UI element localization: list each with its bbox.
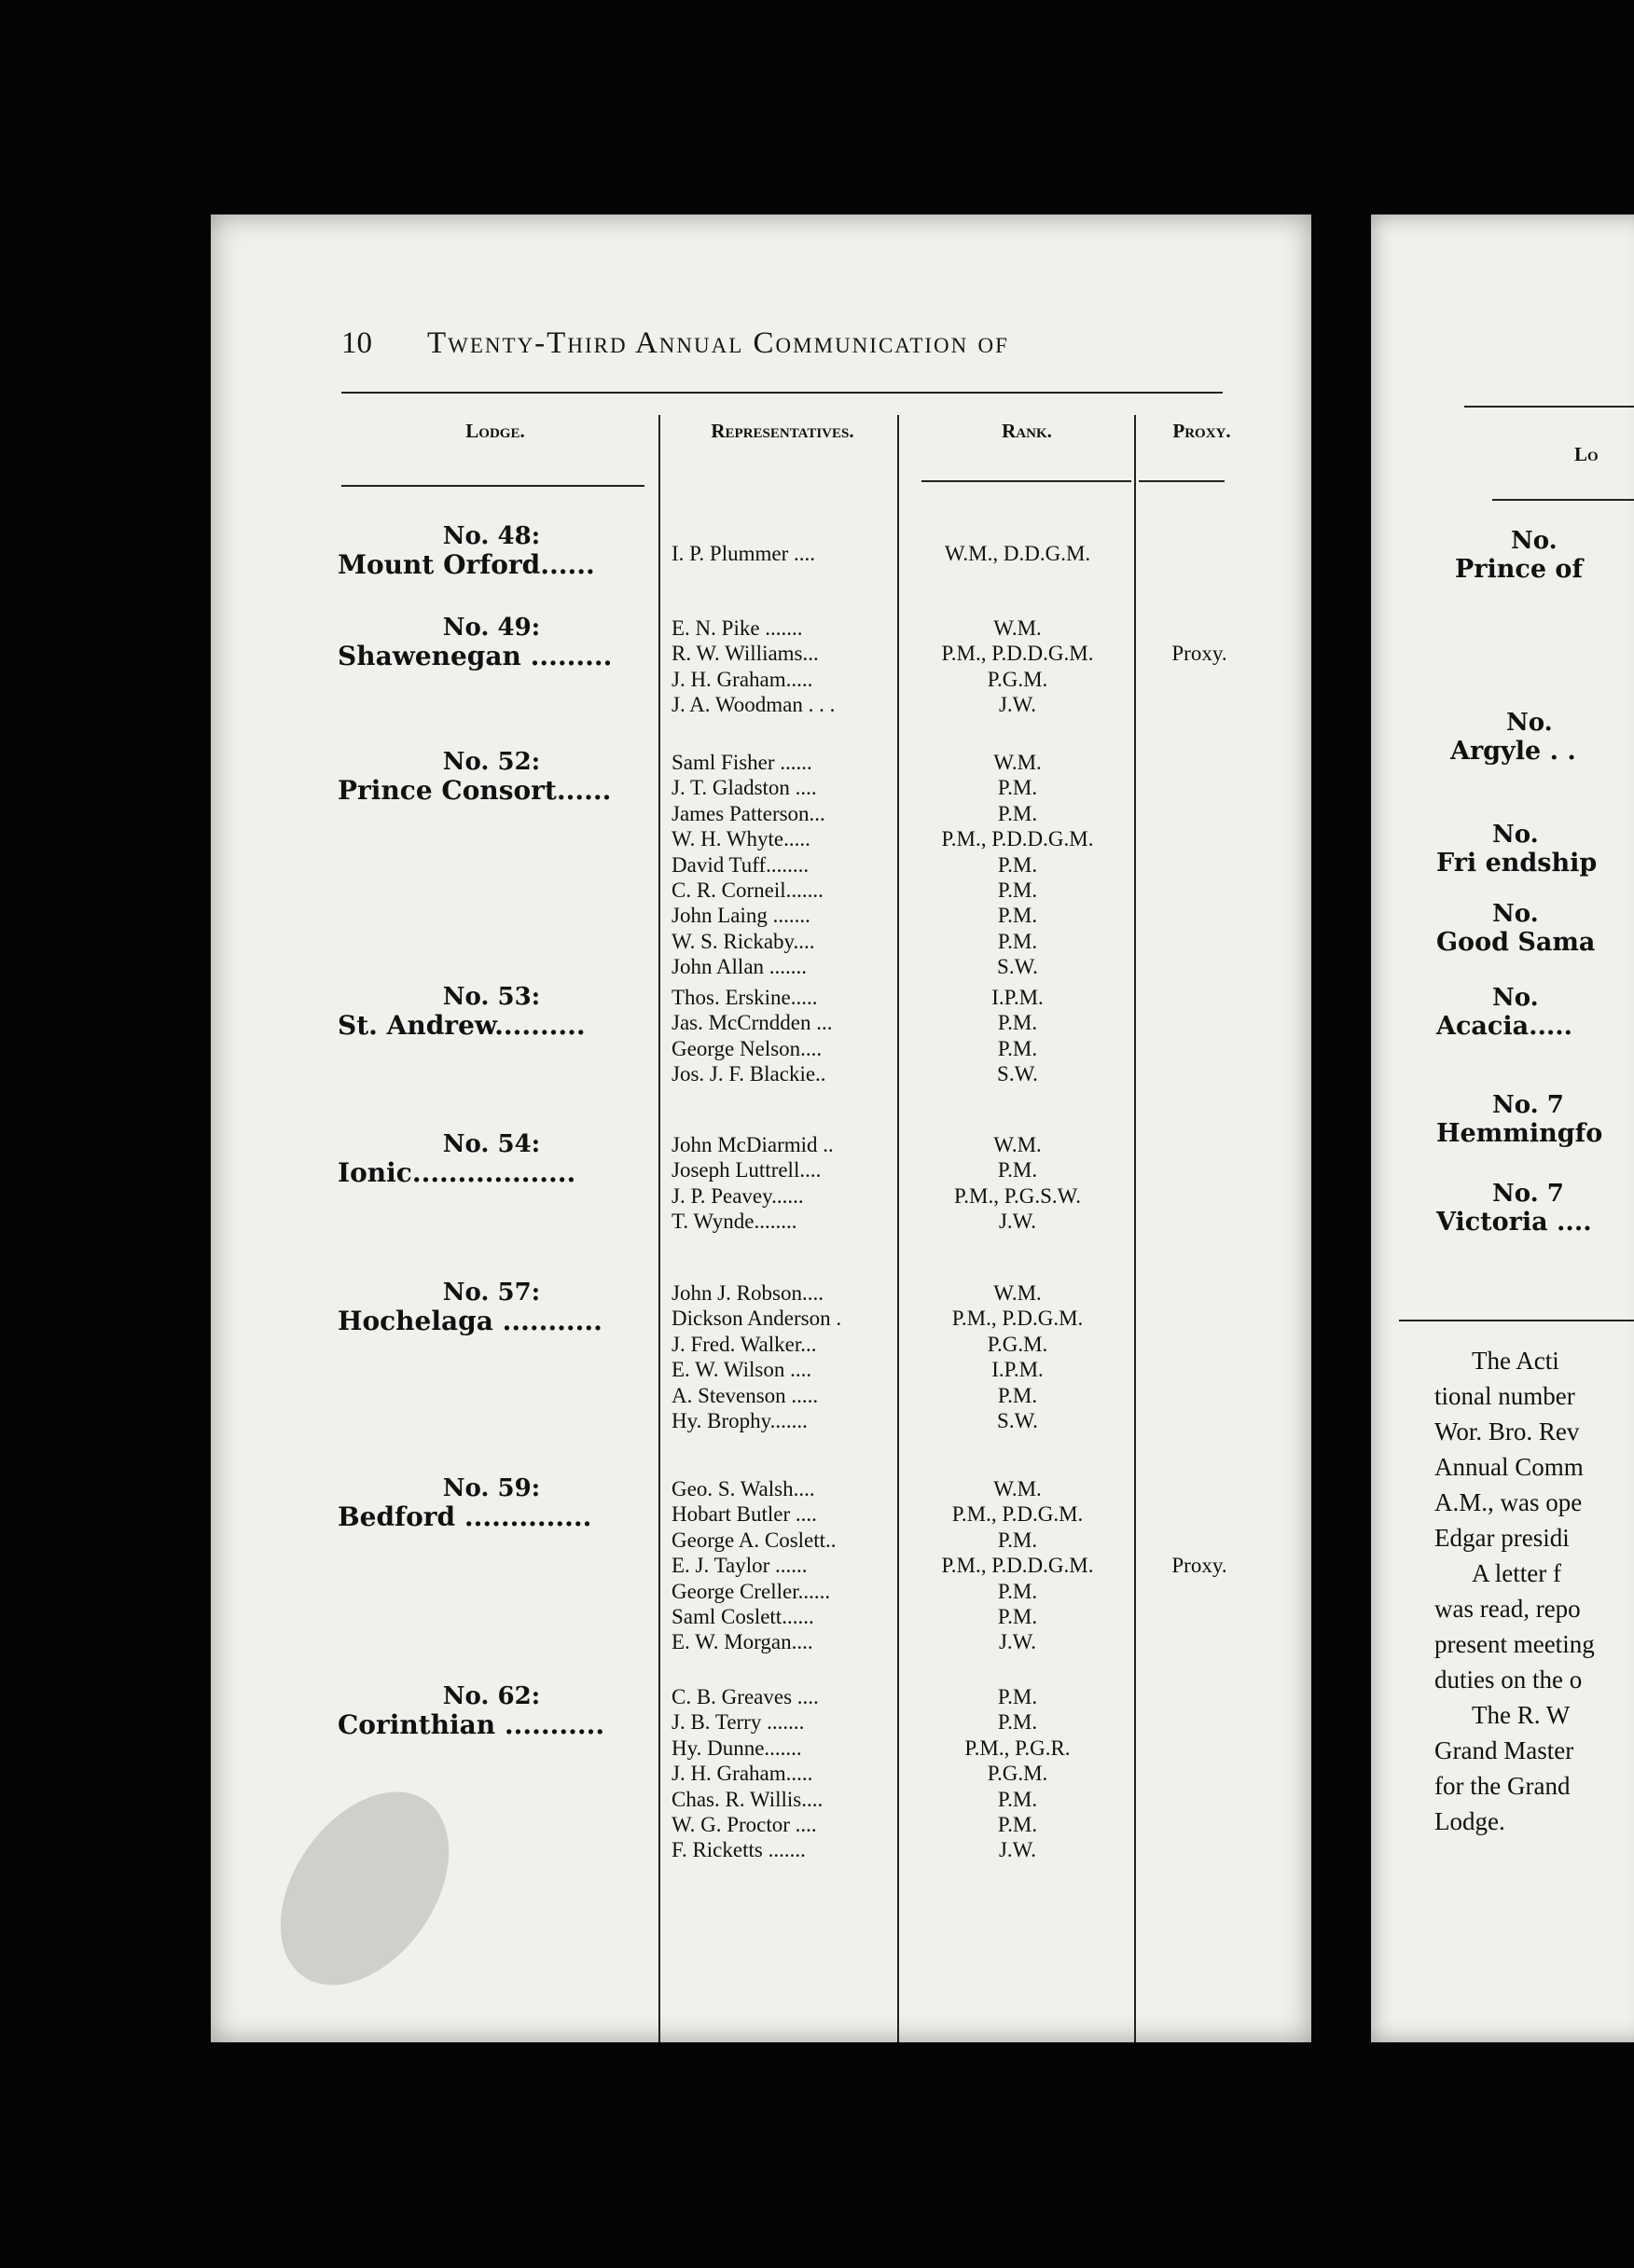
rank-value: P.M., P.D.G.M. <box>951 1307 1084 1331</box>
rank-value: P.M., P.D.D.G.M. <box>941 1554 1094 1578</box>
column-divider <box>658 415 660 2042</box>
rank-value: P.M. <box>997 1813 1038 1836</box>
lodge-name: St. Andrew.......... <box>338 1011 586 1041</box>
lodge-entry <box>338 614 645 671</box>
page-heading: Twenty-Third Annual Communication of <box>427 326 1009 360</box>
right-header-underline <box>1492 499 1634 501</box>
lodge-entry <box>338 1682 645 1740</box>
lodge-number: No. 53: <box>442 983 541 1011</box>
lodge-entry <box>338 522 645 580</box>
ink-smudge <box>246 1761 484 2016</box>
representative-name: Chas. R. Willis.... <box>672 1787 824 1811</box>
right-text-line: Lodge. <box>1434 1807 1505 1835</box>
representative-name: W. S. Rickaby.... <box>672 929 815 953</box>
right-text-line: for the Grand <box>1434 1772 1571 1800</box>
rank-value: J.W. <box>998 1210 1037 1234</box>
lodge-entry <box>338 1130 645 1188</box>
representative-name: I. P. Plummer .... <box>672 542 815 565</box>
right-text-line: present meeting <box>1434 1630 1595 1658</box>
representative-name: C. B. Greaves .... <box>672 1685 819 1708</box>
rank-value: P.M., P.G.R. <box>964 1736 1071 1760</box>
representative-name: J. B. Terry ....... <box>672 1710 805 1735</box>
rank-value: W.M. <box>993 1133 1042 1156</box>
representative-name: Joseph Luttrell.... <box>672 1158 822 1182</box>
lodge-name: Mount Orford...... <box>338 550 595 580</box>
rank-value: P.M., P.D.G.M. <box>951 1502 1084 1527</box>
right-text-line: was read, repo <box>1434 1595 1581 1623</box>
lodge-number: No. 54: <box>442 1130 541 1158</box>
rank-value: P.M., P.D.D.G.M. <box>941 642 1094 666</box>
lodge-number: No. 49: <box>442 614 541 642</box>
representative-name: E. N. Pike ....... <box>672 616 803 640</box>
representative-name: W. H. Whyte..... <box>672 827 810 851</box>
rank-value: P.M. <box>997 776 1038 800</box>
lodge-number: No. 62: <box>442 1682 541 1710</box>
representative-name: David Tuff........ <box>672 852 810 877</box>
rank-value: S.W. <box>997 1062 1038 1086</box>
right-lodge-number: No. <box>1492 984 1539 1012</box>
representative-name: R. W. Williams... <box>672 642 819 666</box>
lodge-number: No. 57: <box>442 1279 541 1307</box>
rank-value: S.W. <box>997 955 1038 979</box>
representative-name: James Patterson... <box>672 801 825 825</box>
rank-value: P.M. <box>997 1605 1038 1628</box>
rank-value: W.M., D.D.G.M. <box>944 542 1091 565</box>
right-text-line: Wor. Bro. Rev <box>1434 1418 1580 1445</box>
representative-name: Thos. Erskine..... <box>672 986 818 1009</box>
proxy-marker: Proxy. <box>1171 642 1227 666</box>
rank-value: W.M. <box>993 751 1042 774</box>
right-section-rule <box>1399 1320 1634 1321</box>
rank-value: P.M. <box>997 852 1038 877</box>
right-lodge-entry <box>1436 1091 1602 1149</box>
right-lodge-number: No. 7 <box>1492 1091 1564 1119</box>
lodge-name: Bedford .............. <box>338 1502 592 1532</box>
rank-value: W.M. <box>993 616 1042 640</box>
representative-name: C. R. Corneil....... <box>672 878 824 902</box>
right-lodge-number: No. <box>1492 821 1539 849</box>
lodge-number: No. 48: <box>442 522 541 550</box>
right-lodge-name: Acacia..... <box>1436 1012 1573 1041</box>
right-text-line: Grand Master <box>1434 1736 1574 1764</box>
page-number: 10 <box>341 326 372 360</box>
representative-name: Jos. J. F. Blackie.. <box>672 1062 826 1086</box>
lodge-name: Ionic.................. <box>338 1158 576 1188</box>
right-lodge-number: No. <box>1492 900 1539 928</box>
rank-value: P.M. <box>997 1710 1038 1735</box>
right-lodge-name: Fri endship <box>1436 849 1598 878</box>
left-page <box>211 214 1311 2042</box>
rank-value: P.M. <box>997 904 1038 928</box>
rank-value: P.M. <box>997 1011 1038 1035</box>
representative-name: John J. Robson.... <box>672 1281 824 1305</box>
lodge-entry <box>338 1279 645 1336</box>
rank-value: J.W. <box>998 1630 1037 1654</box>
right-lodge-entry <box>1436 900 1595 958</box>
representative-name: A. Stevenson ..... <box>672 1383 819 1407</box>
rank-value: W.M. <box>993 1281 1042 1305</box>
representative-name: Hy. Brophy....... <box>672 1409 808 1432</box>
right-lodge-entry <box>1436 821 1597 878</box>
rank-value: J.W. <box>998 1838 1037 1862</box>
right-lodge-name: Prince of <box>1455 555 1584 584</box>
representative-name: J. A. Woodman . . . <box>672 693 836 717</box>
lodge-entry <box>338 1474 645 1532</box>
representative-name: George Nelson.... <box>672 1036 823 1060</box>
representative-name: Dickson Anderson . <box>672 1307 842 1331</box>
lodge-entry <box>338 748 645 806</box>
lodge-name: Corinthian ........... <box>338 1710 605 1740</box>
column-header-rank: Rank. <box>1002 420 1052 442</box>
lodge-name: Shawenegan ......... <box>338 642 613 671</box>
representative-name: John McDiarmid .. <box>672 1133 834 1156</box>
rank-value: P.M. <box>997 1158 1038 1182</box>
rank-value: P.M. <box>997 1579 1038 1603</box>
right-lodge-number: No. <box>1506 709 1553 737</box>
right-header-rule <box>1464 406 1634 408</box>
lodge-header-underline <box>341 485 644 487</box>
right-column-header-lodge: Lo <box>1574 443 1599 465</box>
right-text-line: tional number <box>1434 1382 1575 1410</box>
representative-name: Hobart Butler .... <box>672 1502 817 1527</box>
representative-name: J. H. Graham..... <box>672 1762 813 1786</box>
right-text-line: A letter f <box>1472 1559 1561 1587</box>
rank-value: P.M. <box>997 1383 1038 1407</box>
rank-value: J.W. <box>998 693 1037 717</box>
right-lodge-name: Good Sama <box>1436 928 1596 957</box>
rank-value: P.M. <box>997 1036 1038 1060</box>
representative-name: T. Wynde........ <box>672 1210 797 1234</box>
rank-value: P.M., P.D.D.G.M. <box>941 827 1094 851</box>
rank-value: P.M. <box>997 878 1038 902</box>
representative-name: E. W. Morgan.... <box>672 1630 813 1654</box>
rank-value: W.M. <box>993 1477 1042 1500</box>
right-page <box>1371 214 1634 2042</box>
right-lodge-name: Victoria .... <box>1436 1208 1592 1237</box>
lodge-number: No. 59: <box>442 1474 541 1502</box>
rank-value: I.P.M. <box>991 986 1044 1009</box>
representative-name: E. W. Wilson .... <box>672 1358 812 1382</box>
column-header-representatives: Representatives. <box>711 420 854 442</box>
right-lodge-number: No. <box>1511 527 1558 555</box>
right-lodge-name: Hemmingfo <box>1436 1119 1603 1148</box>
right-text-line: The R. W <box>1472 1701 1571 1729</box>
representative-name: Jas. McCrndden ... <box>672 1011 833 1035</box>
right-lodge-entry <box>1455 527 1583 585</box>
representative-name: J. P. Peavey...... <box>672 1183 804 1208</box>
right-text-line: duties on the o <box>1434 1666 1583 1694</box>
representative-name: J. Fred. Walker... <box>672 1332 817 1356</box>
right-lodge-entry <box>1436 1180 1592 1238</box>
proxy-marker: Proxy. <box>1171 1554 1227 1578</box>
lodge-name: Hochelaga ........... <box>338 1307 602 1336</box>
representative-name: W. G. Proctor .... <box>672 1813 817 1836</box>
rank-value: P.G.M. <box>987 1762 1048 1786</box>
right-text-line: Annual Comm <box>1434 1453 1584 1481</box>
rank-value: P.M., P.G.S.W. <box>954 1183 1081 1208</box>
column-header-proxy: Proxy. <box>1172 420 1231 442</box>
running-head <box>341 326 1274 364</box>
right-lodge-entry <box>1436 984 1572 1042</box>
header-rule <box>341 392 1223 394</box>
rank-value: P.M. <box>997 1685 1038 1708</box>
right-lodge-number: No. 7 <box>1492 1180 1564 1208</box>
lodge-entry <box>338 983 645 1041</box>
rank-value: P.M. <box>997 801 1038 825</box>
representative-name: George A. Coslett.. <box>672 1528 837 1552</box>
proxy-header-underline <box>1139 480 1225 482</box>
right-text-line: A.M., was ope <box>1434 1488 1583 1516</box>
representative-name: John Allan ....... <box>672 955 808 979</box>
rank-value: P.M. <box>997 929 1038 953</box>
lodge-number: No. 52: <box>442 748 541 776</box>
right-text-line: Edgar presidi <box>1434 1524 1570 1552</box>
representative-name: F. Ricketts ....... <box>672 1838 806 1862</box>
representative-name: Hy. Dunne....... <box>672 1736 802 1760</box>
rank-value: I.P.M. <box>991 1358 1044 1382</box>
representative-name: Saml Coslett...... <box>672 1605 814 1628</box>
representative-name: J. T. Gladston .... <box>672 776 817 800</box>
representative-name: E. J. Taylor ...... <box>672 1554 808 1578</box>
right-lodge-entry <box>1450 709 1576 767</box>
column-divider <box>1134 415 1136 2042</box>
right-lodge-name: Argyle . . <box>1450 737 1576 766</box>
rank-value: P.G.M. <box>987 1332 1048 1356</box>
rank-value: P.G.M. <box>987 667 1048 691</box>
lodge-name: Prince Consort...... <box>338 776 612 806</box>
rank-value: P.M. <box>997 1787 1038 1811</box>
representative-name: J. H. Graham..... <box>672 667 813 691</box>
rank-value: P.M. <box>997 1528 1038 1552</box>
column-header-lodge: Lodge. <box>465 420 525 442</box>
right-text-line: The Acti <box>1472 1347 1559 1375</box>
representative-name: Saml Fisher ...... <box>672 751 812 774</box>
rank-value: S.W. <box>997 1409 1038 1432</box>
representative-name: George Creller...... <box>672 1579 831 1603</box>
representative-name: John Laing ....... <box>672 904 810 928</box>
rank-header-underline <box>921 480 1131 482</box>
representative-name: Geo. S. Walsh.... <box>672 1477 815 1500</box>
